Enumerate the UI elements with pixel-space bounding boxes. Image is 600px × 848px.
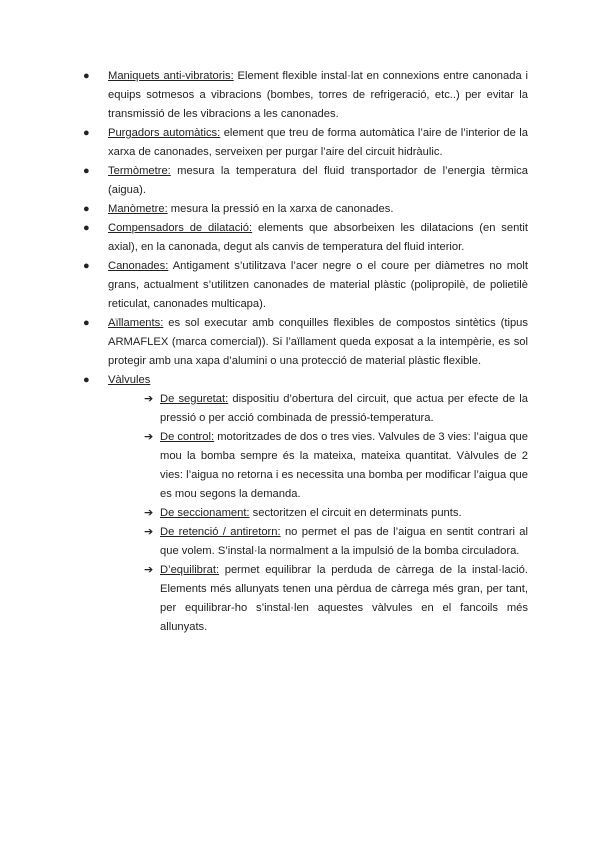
term-label: De seccionament: [160, 507, 250, 519]
list-item-manometre [80, 200, 528, 219]
term-description: motoritzades de dos o tres vies. Valvules de 3 vies: l’aigua que mou la bomba sempre és la mateixa, mateixa quantitat. Vàlvules de 2 vies: l’aigua no retorna i es necessita una bomba per modificar l’aigua que es mou segons la demanda. [160, 431, 528, 500]
bullet-icon: ● [83, 165, 90, 177]
list-item-compensadors [80, 219, 528, 257]
sublist-item-control [144, 428, 528, 504]
term-label: De control: [160, 431, 215, 443]
term-label: De retenció / antiretorn: [160, 526, 281, 538]
arrow-icon: ➔ [144, 564, 154, 576]
sublist-item-equilibrat [144, 561, 528, 637]
term-label: De seguretat: [160, 393, 229, 405]
term-label: Compensadors de dilatació: [108, 222, 253, 234]
list-item-maniquets [80, 67, 528, 124]
term-description: es sol executar amb conquilles flexibles de compostos sintètics (tipus ARMAFLEX (marca comercial)). Si l’aïllament queda exposat a la intempèrie, es sol protegir amb una xapa d’alumini o una protecció de material plàstic flexible. [108, 317, 528, 367]
sublist-item-retencio [144, 523, 528, 561]
term-label: Canonades: [108, 260, 169, 272]
list-item-aillaments [80, 314, 528, 371]
list-item-canonades [80, 257, 528, 314]
term-label: Purgadors automàtics: [108, 127, 221, 139]
term-description: mesura la pressió en la xarxa de canonades. [167, 203, 394, 215]
list-item-valvules [80, 371, 528, 637]
term-description: Antigament s’utilitzava l’acer negre o el coure per diàmetres no molt grans, actualment s’utilitzen canonades de material plàstic (polipropilè, de polietilè reticulat, canonades multicapa). [108, 260, 528, 310]
term-label: Maniquets anti-vibratoris: [108, 70, 234, 82]
bullet-icon: ● [83, 203, 90, 215]
valve-sublist [108, 390, 528, 637]
term-description: sectoritzen el circuit en determinats punts. [249, 507, 462, 519]
term-label: D’equilibrat: [160, 564, 220, 576]
term-description: dispositiu d’obertura del circuit, que actua per efecte de la pressió o per acció combinada de pressió-temperatura. [160, 393, 528, 424]
bullet-icon: ● [83, 317, 90, 329]
term-label: Vàlvules [108, 374, 151, 386]
term-description: Element flexible instal·lat en connexions entre canonada i equips sotmesos a vibracions (bombes, torres de refrigeració, etc..) per evitar la transmissió de les vibracions a les canonades. [108, 70, 528, 120]
term-description: permet equilibrar la perduda de càrrega de la instal·lació. Elements més allunyats tenen una pèrdua de càrrega més gran, per tant, per equilibrar-ho s’instal·len aquestes vàlvules en el fancoils més allunyats. [160, 564, 528, 633]
bullet-icon: ● [83, 260, 90, 272]
bullet-icon: ● [83, 127, 90, 139]
list-item-termometre [80, 162, 528, 200]
arrow-icon: ➔ [144, 507, 154, 519]
arrow-icon: ➔ [144, 431, 154, 443]
term-label: Aïllaments: [108, 317, 164, 329]
bullet-icon: ● [83, 374, 90, 386]
sublist-item-seccionament [144, 504, 528, 523]
term-description: element que treu de forma automàtica l’aire de l’interior de la xarxa de canonades, serveixen per purgar l’aire del circuit hidràulic. [108, 127, 528, 158]
term-description: no permet el pas de l’aigua en sentit contrari al que volem. S’instal·la normalment a la impulsió de la bomba circuladora. [160, 526, 529, 557]
arrow-icon: ➔ [144, 526, 154, 538]
term-description: mesura la temperatura del fluid transportador de l’energia tèrmica (aigua). [108, 165, 528, 196]
component-list [80, 67, 528, 637]
sublist-item-seguretat [144, 390, 528, 428]
list-item-purgadors [80, 124, 528, 162]
term-description: elements que absorbeixen les dilatacions (en sentit axial), en la canonada, degut als canvis de temperatura del fluid interior. [108, 222, 528, 253]
bullet-icon: ● [83, 222, 90, 234]
bullet-icon: ● [83, 70, 90, 82]
term-label: Termòmetre: [108, 165, 171, 177]
term-label: Manòmetre: [108, 203, 168, 215]
arrow-icon: ➔ [144, 393, 154, 405]
